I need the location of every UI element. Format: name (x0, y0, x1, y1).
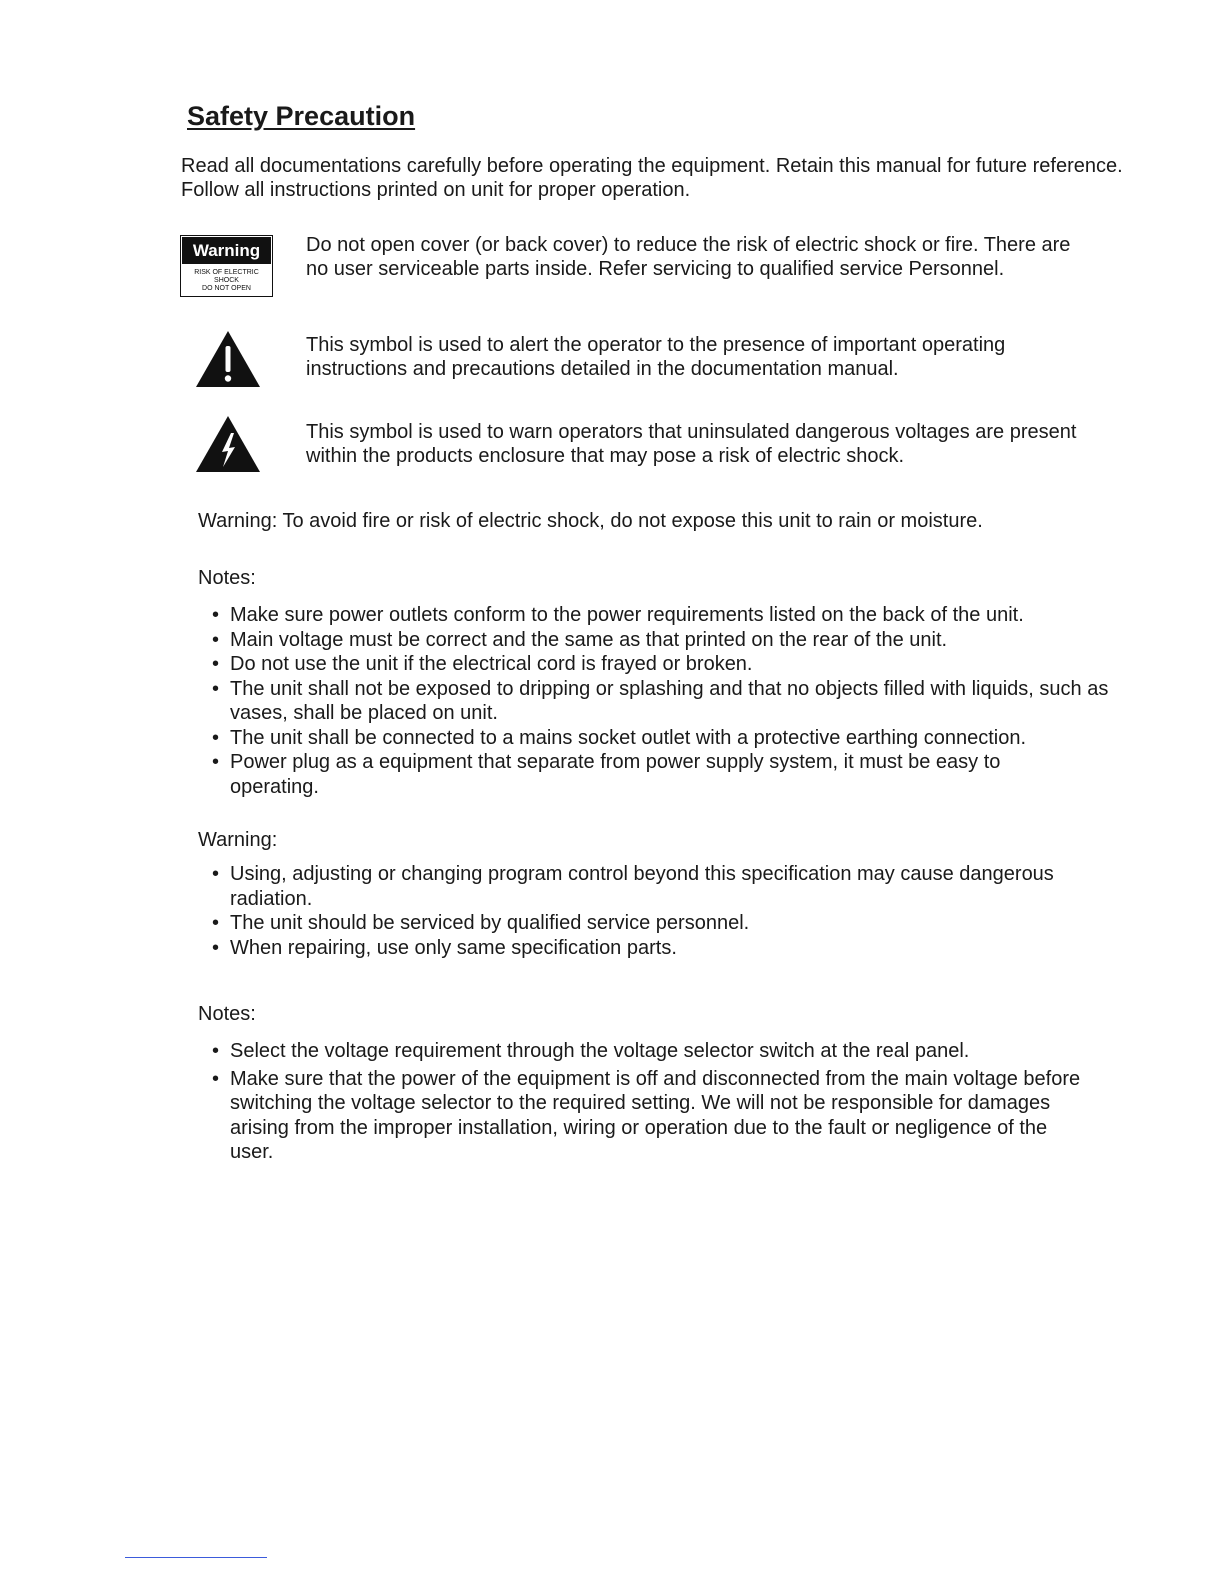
warning-label-line2: DO NOT OPEN (202, 285, 251, 292)
warning-label-icon (180, 235, 273, 297)
list-item: • Make sure that the power of the equipment is off and disconnected from the main voltage before switching the voltage selector to the required setting. We will not be responsible for damages arising from the improper installation, wiring or operation due to the fault or negligence of the user. (212, 1067, 1092, 1165)
warning-label-heading: Warning (182, 237, 271, 264)
rain-warning: Warning: To avoid fire or risk of electric shock, do not expose this unit to rain or moisture. (198, 510, 983, 532)
list-item: • Using, adjusting or changing program control beyond this specification may cause dangerous radiation. (212, 862, 1127, 911)
page-title: Safety Precaution (187, 101, 416, 131)
list-item: • Power plug as a equipment that separate from power supply system, it must be easy to operating. (212, 750, 1090, 799)
list-item: • The unit should be serviced by qualified service personnel. (212, 911, 1127, 936)
symbol-text-alert: This symbol is used to alert the operator to the presence of important operating instructions and precautions detailed in the documentation manual. (306, 334, 1006, 380)
list-item: • Select the voltage requirement through the voltage selector switch at the real panel. (212, 1039, 1092, 1064)
warning-label-line1: RISK OF ELECTRIC SHOCK (194, 269, 259, 284)
list-item: • The unit shall be connected to a mains socket outlet with a protective earthing connection. (212, 726, 1127, 751)
notes2-heading: Notes: (198, 1003, 256, 1025)
list-item: • The unit shall not be exposed to dripping or splashing and that no objects filled with liquids, such as vases, shall be placed on unit. (212, 677, 1127, 726)
symbol-text-cover: Do not open cover (or back cover) to reduce the risk of electric shock or fire. There are no user serviceable parts inside. Refer servicing to qualified service Personnel. (306, 234, 1071, 280)
intro-paragraph: Read all documentations carefully before operating the equipment. Retain this manual for future reference. Follow all instructions printed on unit for proper operation. (181, 155, 1123, 201)
list-item: • When repairing, use only same specification parts. (212, 936, 1127, 961)
symbol-text-voltage: This symbol is used to warn operators that uninsulated dangerous voltages are present within the products enclosure that may pose a risk of electric shock. (306, 421, 1077, 467)
warning2-heading: Warning: (198, 829, 278, 851)
notes2-list (212, 1039, 1092, 1165)
notes1-heading: Notes: (198, 567, 256, 589)
footer-rule (125, 1557, 267, 1558)
list-item: • Do not use the unit if the electrical cord is frayed or broken. (212, 652, 1127, 677)
notes1-list (212, 603, 1127, 799)
warning2-list (212, 862, 1127, 960)
exclamation-triangle-icon (195, 330, 261, 388)
list-item: • Main voltage must be correct and the same as that printed on the rear of the unit. (212, 628, 1127, 653)
list-item: • Make sure power outlets conform to the power requirements listed on the back of the unit. (212, 603, 1127, 628)
lightning-triangle-icon (195, 415, 261, 473)
